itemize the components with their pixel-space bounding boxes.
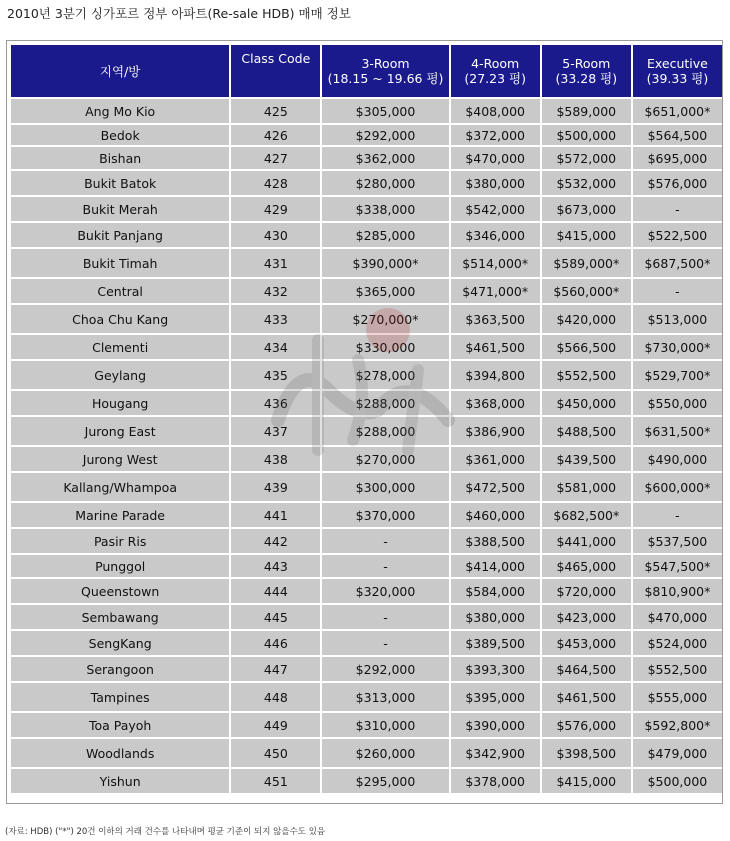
table-row <box>11 361 722 389</box>
price-cell: $547,500* <box>633 555 722 577</box>
class-code-cell: 437 <box>231 417 320 445</box>
region-cell: Clementi <box>11 335 229 359</box>
price-cell: $682,500* <box>542 503 631 527</box>
price-cell: $584,000 <box>451 579 540 603</box>
region-cell: SengKang <box>11 631 229 655</box>
price-cell: $320,000 <box>322 579 448 603</box>
price-cell: $695,000 <box>633 147 722 169</box>
class-code-cell: 430 <box>231 223 320 247</box>
price-cell: $372,000 <box>451 125 540 145</box>
price-cell: $490,000 <box>633 447 722 471</box>
region-cell: Bukit Timah <box>11 249 229 277</box>
price-cell: $386,900 <box>451 417 540 445</box>
price-cell: - <box>322 555 448 577</box>
region-cell: Geylang <box>11 361 229 389</box>
price-cell: - <box>633 503 722 527</box>
column-header-label: 4-Room <box>471 56 520 71</box>
column-header <box>322 45 448 97</box>
price-cell: $393,300 <box>451 657 540 681</box>
price-cell: $415,000 <box>542 769 631 793</box>
region-cell: Tampines <box>11 683 229 711</box>
price-cell: $330,000 <box>322 335 448 359</box>
price-cell: $368,000 <box>451 391 540 415</box>
price-cell: $260,000 <box>322 739 448 767</box>
region-cell: Bukit Merah <box>11 197 229 221</box>
class-code-cell: 425 <box>231 99 320 123</box>
price-cell: $270,000 <box>322 447 448 471</box>
table-row <box>11 631 722 655</box>
table-row <box>11 529 722 553</box>
class-code-cell: 429 <box>231 197 320 221</box>
class-code-cell: 439 <box>231 473 320 501</box>
price-table <box>9 43 724 795</box>
price-cell: $550,000 <box>633 391 722 415</box>
price-cell: $365,000 <box>322 279 448 303</box>
price-cell: - <box>633 279 722 303</box>
price-cell: $378,000 <box>451 769 540 793</box>
price-cell: $542,000 <box>451 197 540 221</box>
price-cell: $362,000 <box>322 147 448 169</box>
region-cell: Ang Mo Kio <box>11 99 229 123</box>
price-cell: $461,500 <box>451 335 540 359</box>
table-row <box>11 447 722 471</box>
column-header-label: 5-Room <box>562 56 611 71</box>
price-cell: $600,000* <box>633 473 722 501</box>
class-code-cell: 447 <box>231 657 320 681</box>
price-cell: $361,000 <box>451 447 540 471</box>
class-code-cell: 443 <box>231 555 320 577</box>
price-cell: $338,000 <box>322 197 448 221</box>
price-cell: $810,900* <box>633 579 722 603</box>
column-header-sublabel: (18.15 ~ 19.66 평) <box>327 71 444 86</box>
column-header-sublabel: (39.33 평) <box>646 71 709 86</box>
price-cell: $552,500 <box>542 361 631 389</box>
region-cell: Central <box>11 279 229 303</box>
price-cell: $394,800 <box>451 361 540 389</box>
price-cell: - <box>322 605 448 629</box>
price-cell: $488,500 <box>542 417 631 445</box>
table-row <box>11 223 722 247</box>
price-cell: $441,000 <box>542 529 631 553</box>
price-cell: $500,000 <box>542 125 631 145</box>
table-row <box>11 99 722 123</box>
region-cell: Woodlands <box>11 739 229 767</box>
table-row <box>11 473 722 501</box>
price-cell: $439,500 <box>542 447 631 471</box>
price-cell: $415,000 <box>542 223 631 247</box>
price-cell: $288,000 <box>322 391 448 415</box>
class-code-cell: 442 <box>231 529 320 553</box>
column-header <box>231 45 320 97</box>
price-cell: $388,500 <box>451 529 540 553</box>
class-code-cell: 433 <box>231 305 320 333</box>
price-cell: $305,000 <box>322 99 448 123</box>
region-cell: Marine Parade <box>11 503 229 527</box>
table-row <box>11 147 722 169</box>
column-header <box>11 45 229 97</box>
table-row <box>11 249 722 277</box>
price-cell: $514,000* <box>451 249 540 277</box>
class-code-cell: 431 <box>231 249 320 277</box>
class-code-cell: 450 <box>231 739 320 767</box>
region-cell: Bishan <box>11 147 229 169</box>
price-table-frame <box>6 40 723 804</box>
price-cell: $566,500 <box>542 335 631 359</box>
price-cell: $631,500* <box>633 417 722 445</box>
price-cell: $342,900 <box>451 739 540 767</box>
class-code-cell: 446 <box>231 631 320 655</box>
price-cell: $581,000 <box>542 473 631 501</box>
price-cell: $292,000 <box>322 657 448 681</box>
price-cell: $589,000 <box>542 99 631 123</box>
price-cell: $464,500 <box>542 657 631 681</box>
price-cell: $423,000 <box>542 605 631 629</box>
region-cell: Bukit Batok <box>11 171 229 195</box>
page-title: 2010년 3분기 싱가포르 정부 아파트(Re-sale HDB) 매매 정보 <box>7 6 351 21</box>
price-cell: $470,000 <box>451 147 540 169</box>
price-cell: $389,500 <box>451 631 540 655</box>
price-cell: $453,000 <box>542 631 631 655</box>
class-code-cell: 426 <box>231 125 320 145</box>
region-cell: Kallang/Whampoa <box>11 473 229 501</box>
price-cell: $471,000* <box>451 279 540 303</box>
price-cell: $390,000* <box>322 249 448 277</box>
table-row <box>11 713 722 737</box>
price-cell: $408,000 <box>451 99 540 123</box>
price-cell: $576,000 <box>633 171 722 195</box>
price-cell: $673,000 <box>542 197 631 221</box>
price-cell: $592,800* <box>633 713 722 737</box>
region-cell: Choa Chu Kang <box>11 305 229 333</box>
price-cell: $278,000 <box>322 361 448 389</box>
region-cell: Yishun <box>11 769 229 793</box>
column-header-label: Executive <box>646 56 708 71</box>
region-cell: Pasir Ris <box>11 529 229 553</box>
price-cell: $461,500 <box>542 683 631 711</box>
table-row <box>11 579 722 603</box>
price-cell: $576,000 <box>542 713 631 737</box>
class-code-cell: 435 <box>231 361 320 389</box>
column-header-label: 3-Room <box>361 56 410 71</box>
column-header <box>451 45 540 97</box>
price-cell: $420,000 <box>542 305 631 333</box>
price-cell: $687,500* <box>633 249 722 277</box>
region-cell: Bedok <box>11 125 229 145</box>
region-cell: Punggol <box>11 555 229 577</box>
price-cell: - <box>322 529 448 553</box>
table-row <box>11 171 722 195</box>
price-cell: $524,000 <box>633 631 722 655</box>
table-row <box>11 657 722 681</box>
class-code-cell: 432 <box>231 279 320 303</box>
price-cell: $346,000 <box>451 223 540 247</box>
price-cell: $313,000 <box>322 683 448 711</box>
price-cell: $552,500 <box>633 657 722 681</box>
class-code-cell: 436 <box>231 391 320 415</box>
price-cell: $395,000 <box>451 683 540 711</box>
price-cell: $390,000 <box>451 713 540 737</box>
column-header-label: 지역/방 <box>99 63 141 79</box>
price-cell: $270,000* <box>322 305 448 333</box>
price-cell: $572,000 <box>542 147 631 169</box>
source-footnote: (자료: HDB) ("*") 20건 이하의 거래 건수를 나타내며 평균 기준이 되지 않을수도 있음 <box>5 827 326 837</box>
region-cell: Serangoon <box>11 657 229 681</box>
price-cell: $363,500 <box>451 305 540 333</box>
table-row <box>11 739 722 767</box>
table-row <box>11 605 722 629</box>
table-row <box>11 197 722 221</box>
price-cell: $460,000 <box>451 503 540 527</box>
price-cell: $537,500 <box>633 529 722 553</box>
column-header-label: Class Code <box>241 51 311 66</box>
class-code-cell: 451 <box>231 769 320 793</box>
price-cell: - <box>633 197 722 221</box>
table-row <box>11 125 722 145</box>
region-cell: Sembawang <box>11 605 229 629</box>
region-cell: Bukit Panjang <box>11 223 229 247</box>
price-cell: $310,000 <box>322 713 448 737</box>
class-code-cell: 448 <box>231 683 320 711</box>
price-cell: $280,000 <box>322 171 448 195</box>
region-cell: Queenstown <box>11 579 229 603</box>
class-code-cell: 428 <box>231 171 320 195</box>
table-row <box>11 279 722 303</box>
table-header-row <box>11 45 722 97</box>
class-code-cell: 438 <box>231 447 320 471</box>
price-cell: $730,000* <box>633 335 722 359</box>
price-cell: $398,500 <box>542 739 631 767</box>
price-cell: $522,500 <box>633 223 722 247</box>
column-header <box>542 45 631 97</box>
price-cell: $564,500 <box>633 125 722 145</box>
price-cell: $295,000 <box>322 769 448 793</box>
table-row <box>11 305 722 333</box>
table-row <box>11 417 722 445</box>
class-code-cell: 444 <box>231 579 320 603</box>
table-row <box>11 683 722 711</box>
table-body <box>11 99 722 793</box>
price-cell: $529,700* <box>633 361 722 389</box>
price-cell: - <box>322 631 448 655</box>
table-row <box>11 335 722 359</box>
price-cell: $555,000 <box>633 683 722 711</box>
price-cell: $380,000 <box>451 605 540 629</box>
price-cell: $472,500 <box>451 473 540 501</box>
table-row <box>11 555 722 577</box>
class-code-cell: 441 <box>231 503 320 527</box>
class-code-cell: 445 <box>231 605 320 629</box>
price-cell: $450,000 <box>542 391 631 415</box>
table-row <box>11 769 722 793</box>
table-row <box>11 503 722 527</box>
column-header-sublabel: (27.23 평) <box>464 71 526 86</box>
price-cell: $465,000 <box>542 555 631 577</box>
price-cell: $292,000 <box>322 125 448 145</box>
price-cell: $285,000 <box>322 223 448 247</box>
region-cell: Jurong West <box>11 447 229 471</box>
region-cell: Jurong East <box>11 417 229 445</box>
price-cell: $500,000 <box>633 769 722 793</box>
price-cell: $370,000 <box>322 503 448 527</box>
region-cell: Hougang <box>11 391 229 415</box>
price-cell: $560,000* <box>542 279 631 303</box>
price-cell: $288,000 <box>322 417 448 445</box>
column-header-sublabel: (33.28 평) <box>555 71 618 86</box>
price-cell: $513,000 <box>633 305 722 333</box>
class-code-cell: 434 <box>231 335 320 359</box>
price-cell: $300,000 <box>322 473 448 501</box>
price-cell: $720,000 <box>542 579 631 603</box>
price-cell: $479,000 <box>633 739 722 767</box>
class-code-cell: 427 <box>231 147 320 169</box>
price-cell: $414,000 <box>451 555 540 577</box>
region-cell: Toa Payoh <box>11 713 229 737</box>
price-cell: $589,000* <box>542 249 631 277</box>
price-cell: $532,000 <box>542 171 631 195</box>
price-cell: $380,000 <box>451 171 540 195</box>
class-code-cell: 449 <box>231 713 320 737</box>
price-cell: $470,000 <box>633 605 722 629</box>
column-header <box>633 45 722 97</box>
table-row <box>11 391 722 415</box>
price-cell: $651,000* <box>633 99 722 123</box>
